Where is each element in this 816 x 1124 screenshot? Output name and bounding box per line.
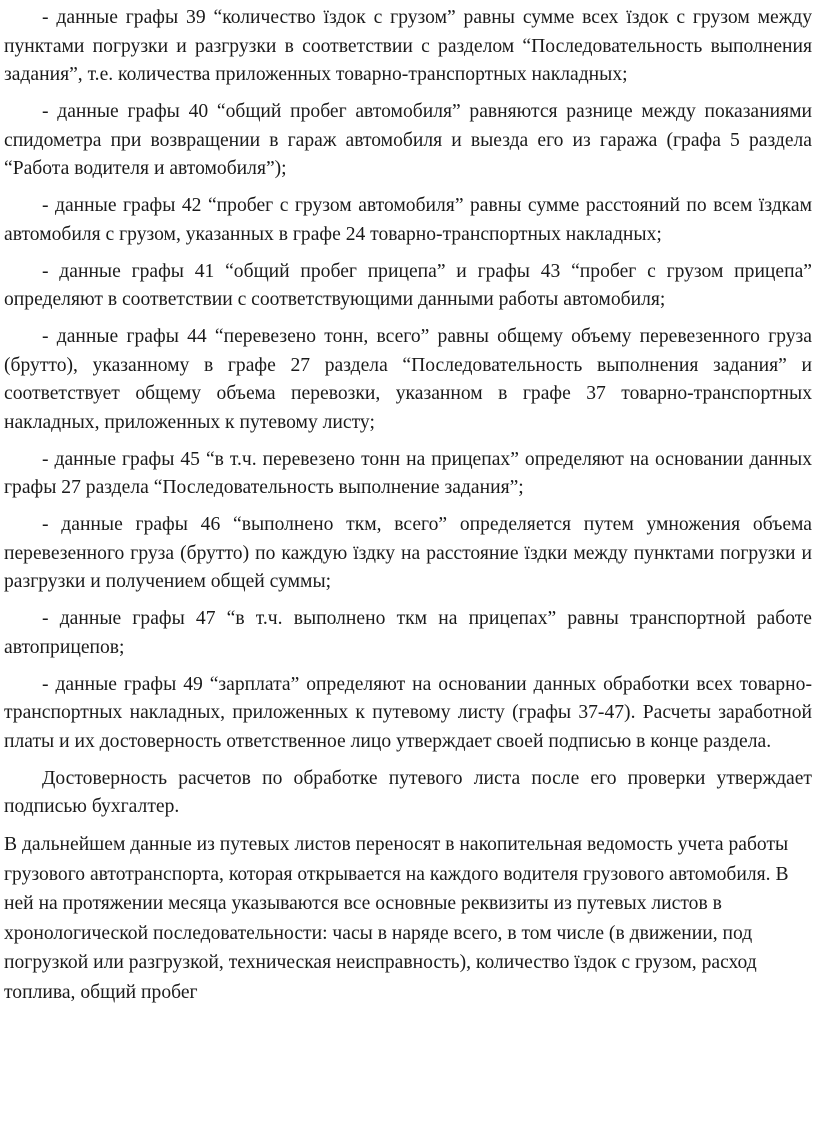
paragraph-graph-40: - данные графы 40 “общий пробег автомобиля” равняются разнице между показаниями спидометра при возвращении в гараж автомобиля и выезда его из гаража (графа 5 раздела “Работа водителя и автомобиля”); xyxy=(4,101,812,179)
paragraph-graph-47: - данные графы 47 “в т.ч. выполнено ткм на прицепах” равны транспортной работе автоприцепов; xyxy=(4,608,812,658)
paragraph-accountant-signature: Достоверность расчетов по обработке путевого листа после его проверки утверждает подписью бухгалтер. xyxy=(4,767,812,817)
paragraph-graph-39: - данные графы 39 “количество ïздок с грузом” равны сумме всех ïздок с грузом между пунктами погрузки и разгрузки в соответствии с разделом “Последовательность выполнения задания”, т.е. количества приложенных товарно-транспортных накладных; xyxy=(4,7,812,85)
paragraph-graph-46: - данные графы 46 “выполнено ткм, всего” определяется путем умножения объема перевезенного груза (брутто) по каждую ïздку на расстояние ïздки между пунктами погрузки и разгрузки и получением общей суммы; xyxy=(4,514,812,592)
paragraph-graph-49: - данные графы 49 “зарплата” определяют на основании данных обработки всех товарно-транспортных накладных, приложенных к путевому листу (графы 37-47). Расчеты заработной платы и их достоверность ответственное лицо утверждает своей подписью в конце раздела. xyxy=(4,673,812,752)
paragraph-graph-44: - данные графы 44 “перевезено тонн, всего” равны общему объему перевезенного груза (брутто), указанному в графе 27 раздела “Последовательность выполнения задания” и соответствует общему объема перевозки, указанном в графе 37 товарно-транспортных накладных, приложенных к путевому листу; xyxy=(4,326,812,433)
paragraph-graph-45: - данные графы 45 “в т.ч. перевезено тонн на прицепах” определяют на основании данных графы 27 раздела “Последовательность выполнение задания”; xyxy=(4,448,812,498)
paragraph-graph-41-43: - данные графы 41 “общий пробег прицепа” и графы 43 “пробег с грузом прицепа” определяют в соответствии с соответствующими данными работы автомобиля; xyxy=(4,260,812,310)
paragraph-graph-42: - данные графы 42 “пробег с грузом автомобиля” равны сумме расстояний по всем ïздкам автомобиля с грузом, указанных в графе 24 товарно-транспортных накладных; xyxy=(4,195,812,245)
paragraph-cumulative-statement: В дальнейшем данные из путевых листов переносят в накопительная ведомость учета работы грузового автотранспорта, которая открывается на каждого водителя грузового автомобиля. В ней на протяжении месяца указываются все основные реквизиты из путевых листов в хронологической последовательности: часы в наряде всего, в том числе (в движении, под погрузкой или разгрузкой, техническая неисправность), количество ïздок с грузом, расход топлива, общий пробег xyxy=(4,834,789,1003)
